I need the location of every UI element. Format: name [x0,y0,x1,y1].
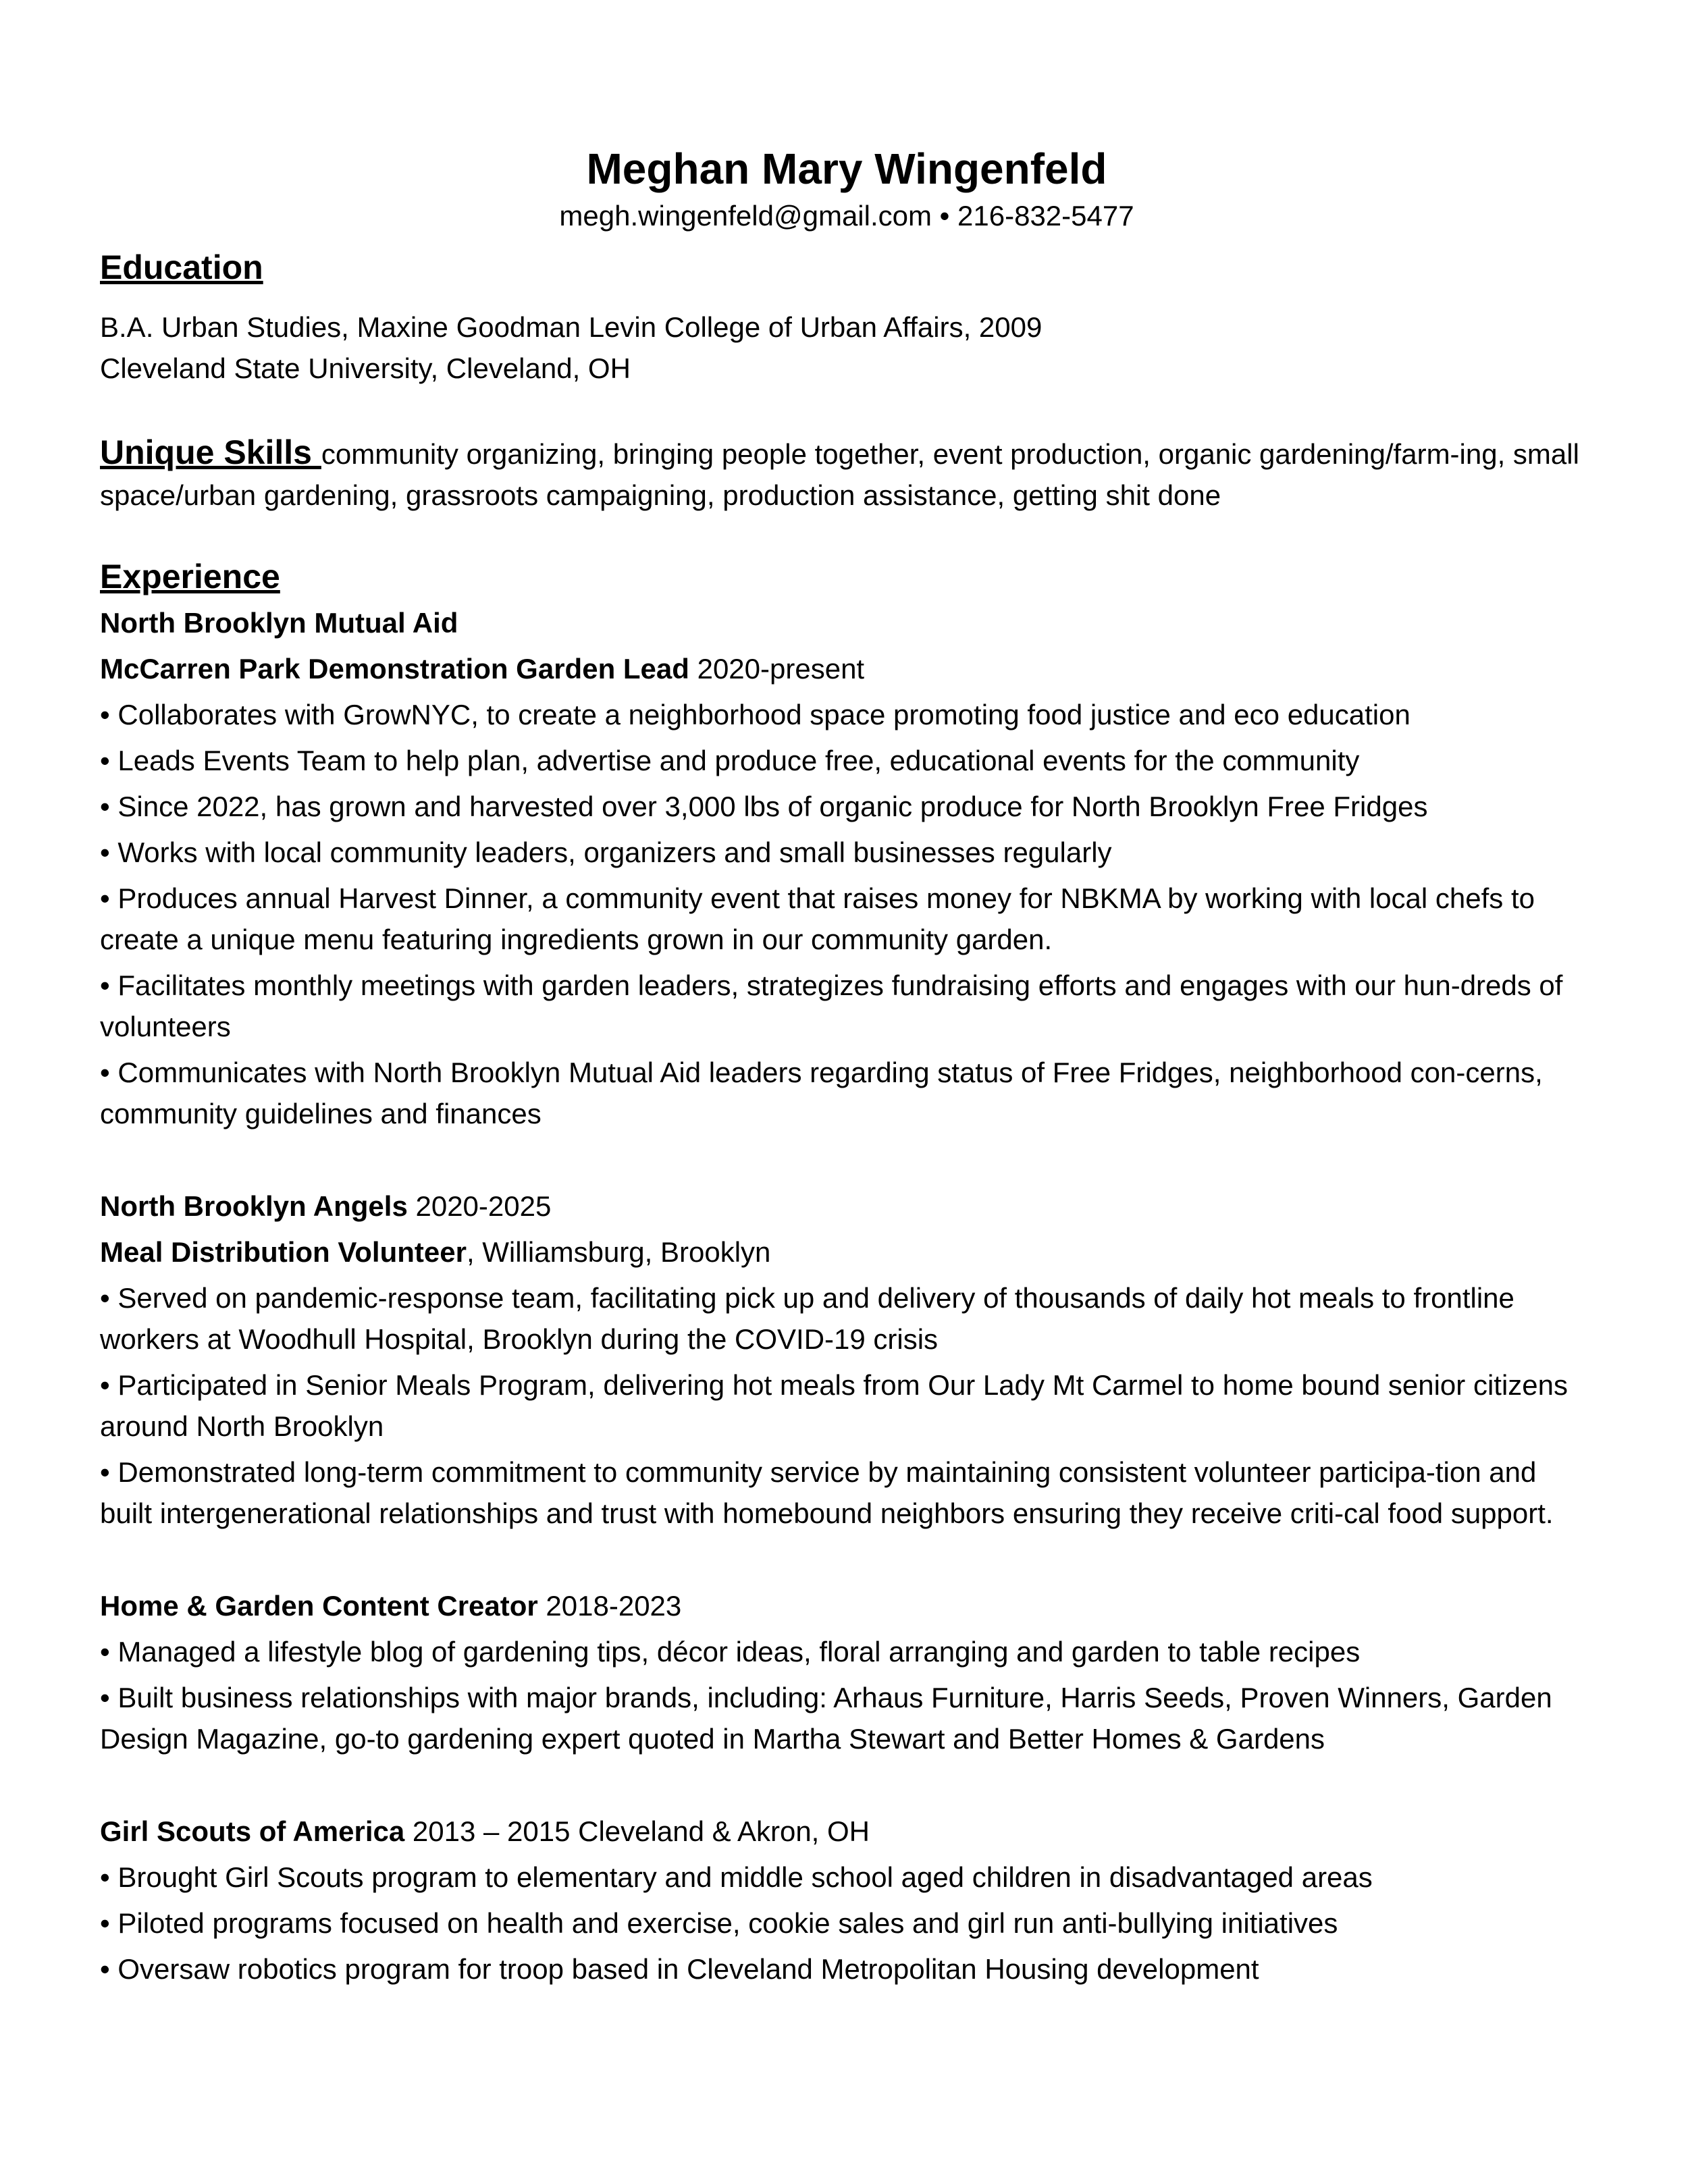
job-bullet: • Communicates with North Brooklyn Mutual Aid leaders regarding status of Free Fridges, neighborhood con-cerns, community guidelines and finances [100,1057,1543,1129]
job-bullet: • Oversaw robotics program for troop based in Cleveland Metropolitan Housing development [100,1953,1259,1985]
job-details: 2013 – 2015 Cleveland & Akron, OH [404,1815,870,1847]
job-bullet: • Leads Events Team to help plan, advertise and produce free, educational events for the community [100,745,1360,776]
education-school: Cleveland State University, Cleveland, OH [100,352,631,384]
job-organization: Girl Scouts of America [100,1815,405,1847]
job-bullet: • Built business relationships with major brands, including: Arhaus Furniture, Harris Seeds, Proven Winners, Garden Design Magazine, go-to gardening expert quoted in Martha Stewart and Better Homes & Gardens [100,1682,1552,1755]
job-role: McCarren Park Demonstration Garden Lead [100,653,689,685]
job-bullet: • Brought Girl Scouts program to elementary and middle school aged children in disadvantaged areas [100,1861,1373,1893]
job-role-line [100,1231,1587,1273]
spacer [100,1539,1587,1585]
job-org-line [100,1811,1587,1852]
contact-info: megh.wingenfeld@gmail.com • 216-832-5477 [559,200,1134,232]
job-bullet: • Produces annual Harvest Dinner, a community event that raises money for NBKMA by working with local chefs to create a unique menu featuring ingredients grown in our community garden. [100,882,1535,955]
skills-section [100,432,1587,516]
job-bullet: • Managed a lifestyle blog of gardening tips, décor ideas, floral arranging and garden to table recipes [100,1636,1361,1668]
job-dates: 2020-present [689,653,865,685]
education-section [100,246,1587,389]
job-organization: North Brooklyn Angels [100,1190,408,1222]
job-org-line [100,1186,1587,1227]
education-degree: B.A. Urban Studies, Maxine Goodman Levin College of Urban Affairs, 2009 [100,311,1043,343]
resume-name: Meghan Mary Wingenfeld [586,144,1107,193]
job-bullet: • Since 2022, has grown and harvested over 3,000 lbs of organic produce for North Brooklyn Free Fridges [100,791,1428,822]
job-organization: North Brooklyn Mutual Aid [100,607,458,639]
job-location: , Williamsburg, Brooklyn [466,1236,771,1268]
job-bullet: • Served on pandemic-response team, facilitating pick up and delivery of thousands of daily hot meals to frontline workers at Woodhull Hospital, Brooklyn during the COVID-19 crisis [100,1282,1514,1355]
skills-heading: Unique Skills [100,433,321,471]
skills-text: community organizing, bringing people together, event production, organic gardening/farm-ing, small space/urban gardening, grassroots campaigning, production assistance, getting shit done [100,438,1579,511]
job-bullet: • Demonstrated long-term commitment to community service by maintaining consistent volunteer participa-tion and built intergenerational relationships and trust with homebound neighbors ensuring they receive criti-cal food support. [100,1456,1554,1529]
job-entry [100,602,1587,1134]
job-entry [100,1811,1587,1990]
job-dates: 2020-2025 [407,1190,552,1222]
job-role: Meal Distribution Volunteer [100,1236,467,1268]
job-bullet: • Collaborates with GrowNYC, to create a neighborhood space promoting food justice and eco education [100,699,1410,730]
spacer [100,1139,1587,1186]
job-entry [100,1585,1587,1759]
job-dates: 2018-2023 [537,1590,682,1622]
experience-heading: Experience [100,558,280,595]
job-bullet: • Works with local community leaders, organizers and small businesses regularly [100,836,1112,868]
education-heading: Education [100,248,263,286]
spacer [100,1764,1587,1811]
job-role: Home & Garden Content Creator [100,1590,538,1622]
job-entry [100,1186,1587,1534]
experience-section [100,555,1587,1990]
job-bullet: • Participated in Senior Meals Program, delivering hot meals from Our Lady Mt Carmel to home bound senior citizens around North Brooklyn [100,1369,1568,1442]
job-role-line [100,648,1587,689]
job-bullet: • Piloted programs focused on health and exercise, cookie sales and girl run anti-bullying initiatives [100,1907,1338,1939]
job-role-line [100,1585,1587,1626]
job-bullet: • Facilitates monthly meetings with garden leaders, strategizes fundraising efforts and engages with our hun-dreds of volunteers [100,969,1563,1042]
